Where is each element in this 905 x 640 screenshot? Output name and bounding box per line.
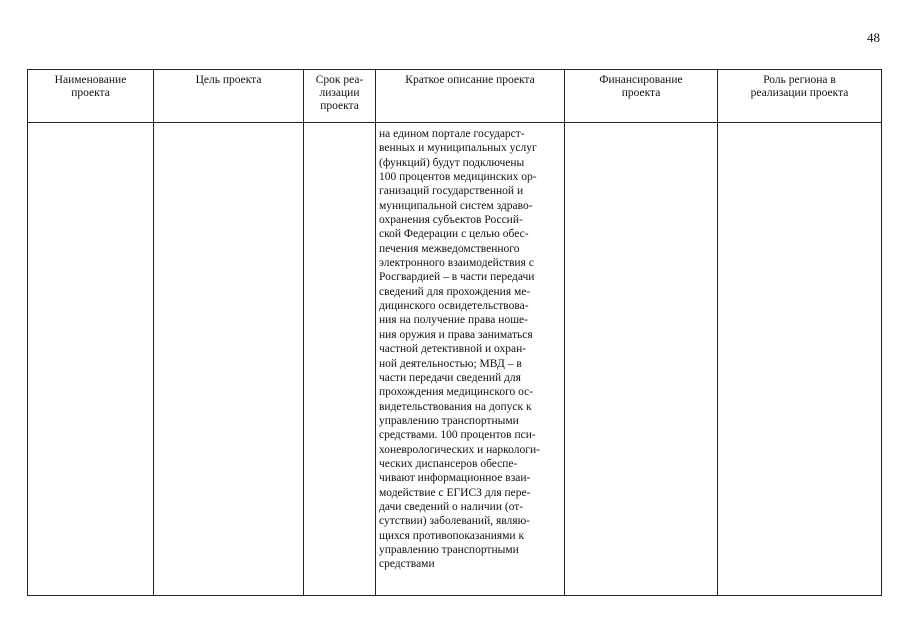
cell-project-name	[28, 123, 154, 596]
description-line: ганизаций государственной и	[379, 185, 524, 198]
description-line: ской Федерации с целью обес-	[379, 228, 529, 241]
header-project-name-line: Наименование	[54, 74, 127, 86]
description-line: Росгвардией – в части передачи	[379, 271, 535, 284]
description-line: ния на получение права ноше-	[379, 314, 528, 327]
header-project-financing-line: Финансирование	[599, 74, 683, 86]
header-project-financing-line: проекта	[621, 87, 661, 99]
description-line: дицинского освидетельствова-	[379, 300, 529, 313]
description-line: на едином портале государст-	[379, 128, 525, 140]
table-header-row	[28, 70, 882, 123]
project-table	[27, 69, 882, 596]
description-line: чивают информационное взаи-	[379, 472, 531, 485]
header-implementation-term-line: проекта	[320, 100, 359, 112]
cell-project-description	[376, 123, 565, 596]
header-project-financing	[565, 70, 718, 123]
description-line: муниципальной систем здраво-	[379, 199, 533, 212]
table-row	[28, 123, 882, 596]
description-line: венных и муниципальных услуг	[379, 142, 537, 155]
description-line: прохождения медицинского ос-	[379, 386, 534, 399]
description-line: средствами	[379, 558, 435, 571]
header-region-role	[718, 70, 882, 123]
description-line: сведений для прохождения ме-	[379, 285, 531, 298]
description-line: щихся противопоказаниями к	[379, 529, 525, 542]
header-project-name	[28, 70, 154, 123]
description-line: 100 процентов медицинских ор-	[379, 171, 537, 184]
page-number: 48	[867, 30, 880, 45]
description-line: хоневрологических и наркологи-	[379, 443, 540, 456]
description-line: электронного взаимодействия с	[379, 257, 534, 270]
description-line: модействие с ЕГИСЗ для пере-	[379, 486, 531, 499]
description-line: сутствии) заболеваний, являю-	[379, 515, 530, 528]
description-line: ной деятельностью; МВД – в	[379, 357, 522, 370]
description-line: видетельствования на допуск к	[379, 400, 532, 413]
description-line: частной детективной и охран-	[379, 343, 527, 356]
cell-project-goal	[154, 123, 304, 596]
description-line: дачи сведений о наличии (от-	[379, 500, 524, 513]
description-line: части передачи сведений для	[379, 371, 521, 384]
cell-implementation-term	[304, 123, 376, 596]
header-project-name-line: проекта	[71, 87, 110, 99]
header-region-role-line: реализации проекта	[750, 87, 849, 99]
header-project-description	[376, 70, 565, 123]
description-line: (функций) будут подключены	[379, 156, 525, 169]
description-line: управлению транспортными	[379, 543, 519, 556]
header-project-goal	[154, 70, 304, 123]
header-implementation-term	[304, 70, 376, 123]
cell-region-role	[718, 123, 882, 596]
description-line: средствами. 100 процентов пси-	[379, 429, 536, 442]
header-implementation-term-line: Срок реа-	[315, 74, 364, 86]
description-line: охранения субъектов Россий-	[379, 214, 523, 227]
description-line: печения межведомственного	[379, 242, 520, 255]
header-implementation-term-line: лизации	[319, 87, 360, 99]
header-project-description-line: Краткое описание проекта	[405, 74, 535, 86]
description-line: управлению транспортными	[379, 414, 519, 427]
description-line: ния оружия и права заниматься	[379, 328, 533, 341]
header-region-role-line: Роль региона в	[763, 74, 836, 86]
cell-project-financing	[565, 123, 718, 596]
description-line: ческих диспансеров обеспе-	[379, 457, 518, 470]
header-project-goal-line: Цель проекта	[195, 74, 262, 86]
